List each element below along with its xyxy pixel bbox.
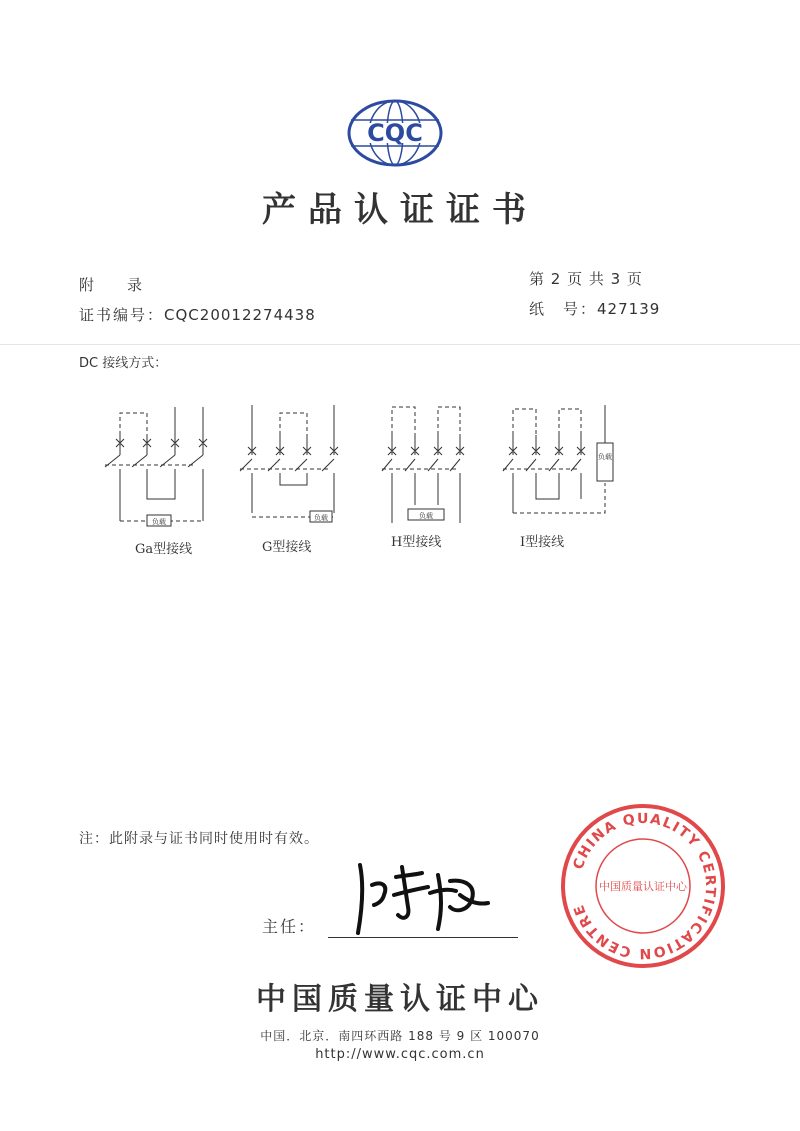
footer-org-name: 中国质量认证中心 [256,982,544,1017]
wiring-title: DC 接线方式： [79,356,168,371]
h-diagram-label: H型接线 [391,535,442,550]
director-signature [338,855,498,940]
director-label: 主任： [262,917,317,936]
official-seal [557,800,729,972]
footer-address: 中国．北京．南四环西路 188 号 9 区 100070 [260,1029,540,1043]
svg-text:负载: 负载 [314,514,328,522]
paper-no-value: 427139 [597,300,661,318]
cert-no-label: 证书编号： [79,306,165,324]
divider [0,344,800,345]
i-wiring-diagram [503,405,613,513]
svg-text:负载: 负载 [598,453,612,461]
cert-no-row [79,304,316,325]
g-diagram-label: G型接线 [262,540,312,555]
svg-text:负载: 负载 [419,512,433,520]
svg-text:负载: 负载 [152,518,166,526]
document-title: 产品认证证书 [262,190,538,230]
appendix-label: 附 录 [79,276,144,294]
page-info: 第 2 页 共 3 页 [529,270,643,288]
ga-wiring-diagram [105,407,207,526]
h-wiring-diagram [382,407,464,523]
svg-text:CHINA QUALITY CERTIFICATION CE: CHINA QUALITY CERTIFICATION CENTRE [570,810,719,962]
logo-text: CQC [367,119,423,147]
cert-no-value: CQC20012274438 [164,306,316,324]
seal-inner-text: 中国质量认证中心 [599,880,687,893]
ga-diagram-label: Ga型接线 [135,542,193,557]
footer-url[interactable]: http://www.cqc.com.cn [315,1047,485,1062]
paper-no-row [529,298,660,319]
g-wiring-diagram [240,405,338,522]
paper-no-label: 纸 号： [529,300,598,318]
validity-note: 注：此附录与证书同时使用时有效。 [79,831,319,847]
i-diagram-label: I型接线 [520,535,565,550]
wiring-diagrams [95,395,635,530]
cqc-logo [345,98,445,168]
